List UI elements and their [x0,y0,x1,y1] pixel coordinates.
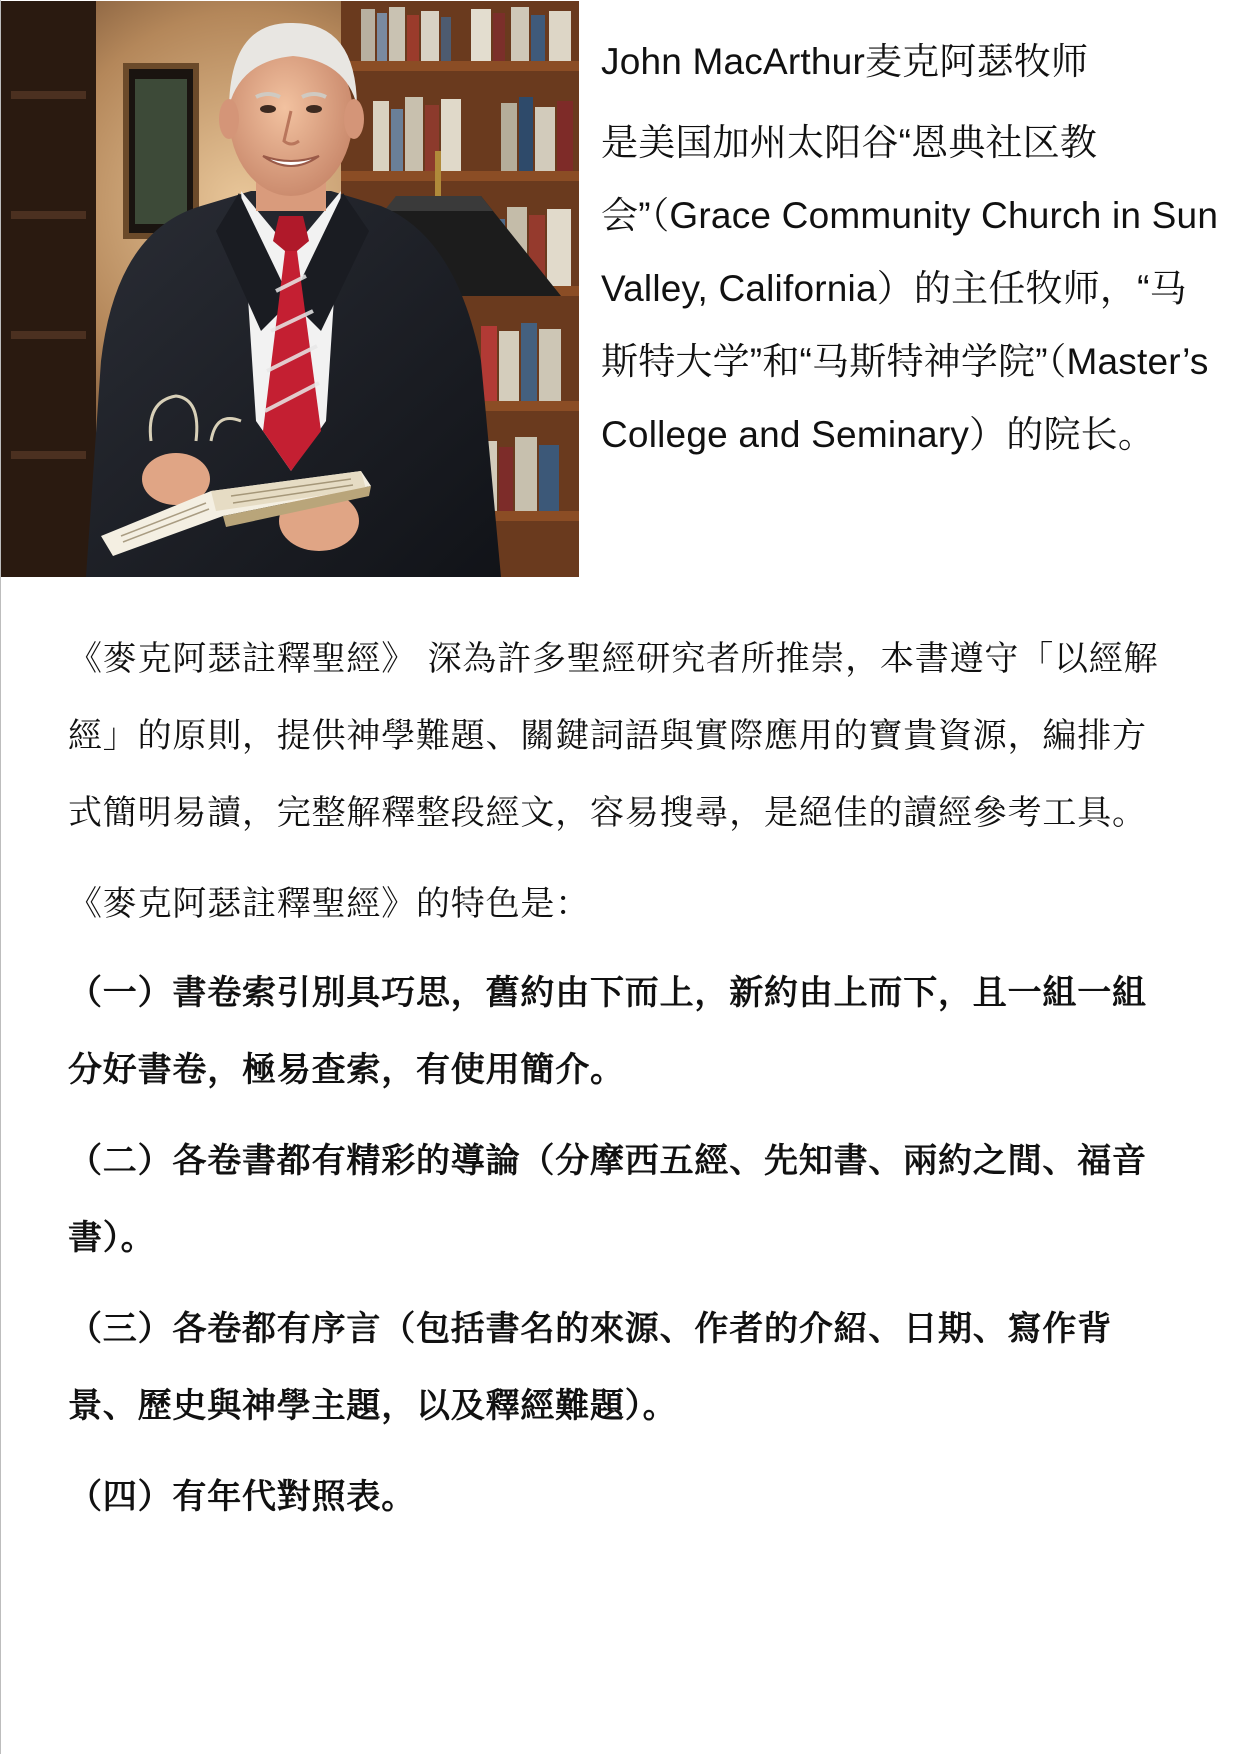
bio-name: John MacArthur [601,41,865,82]
intro-paragraph: 《麥克阿瑟註釋聖經》 深為許多聖經研究者所推崇，本書遵守「以經解經」的原則，提供神學難題、關鍵詞語與實際應用的寶貴資源，編排方式簡明易讀，完整解釋整段經文，容易搜尋，是絕佳的讀經參考工具。 [68,639,1159,833]
feature-item-4: （四）有年代對照表。 [68,1477,416,1517]
feature-item-2: （二）各卷書都有精彩的導論（分摩西五經、先知書、兩約之間、福音書）。 [68,1141,1147,1258]
feature-item-1: （一）書卷索引別具巧思，舊約由下而上，新約由上而下，且一組一組分好書卷，極易查索，有使用簡介。 [68,973,1147,1090]
author-photo [1,1,579,577]
main-content [68,621,1178,1550]
bio-name-line [601,30,1221,94]
bio-text: 是美国加州太阳谷“恩典社区教会”（Grace Community Church in Sun Valley, California）的主任牧师，“马斯特大学”和“马斯特神学院”（Master’s College and Seminary）的院长。 [601,122,1219,455]
bio-block [601,30,1221,471]
features-heading: 《麥克阿瑟註釋聖經》的特色是： [68,884,590,924]
feature-item-3: （三）各卷都有序言（包括書名的來源、作者的介紹、日期、寫作背景、歷史與神學主題，以及釋經難題）。 [68,1309,1112,1426]
bio-name-cn: 麦克阿瑟牧师 [864,41,1089,82]
